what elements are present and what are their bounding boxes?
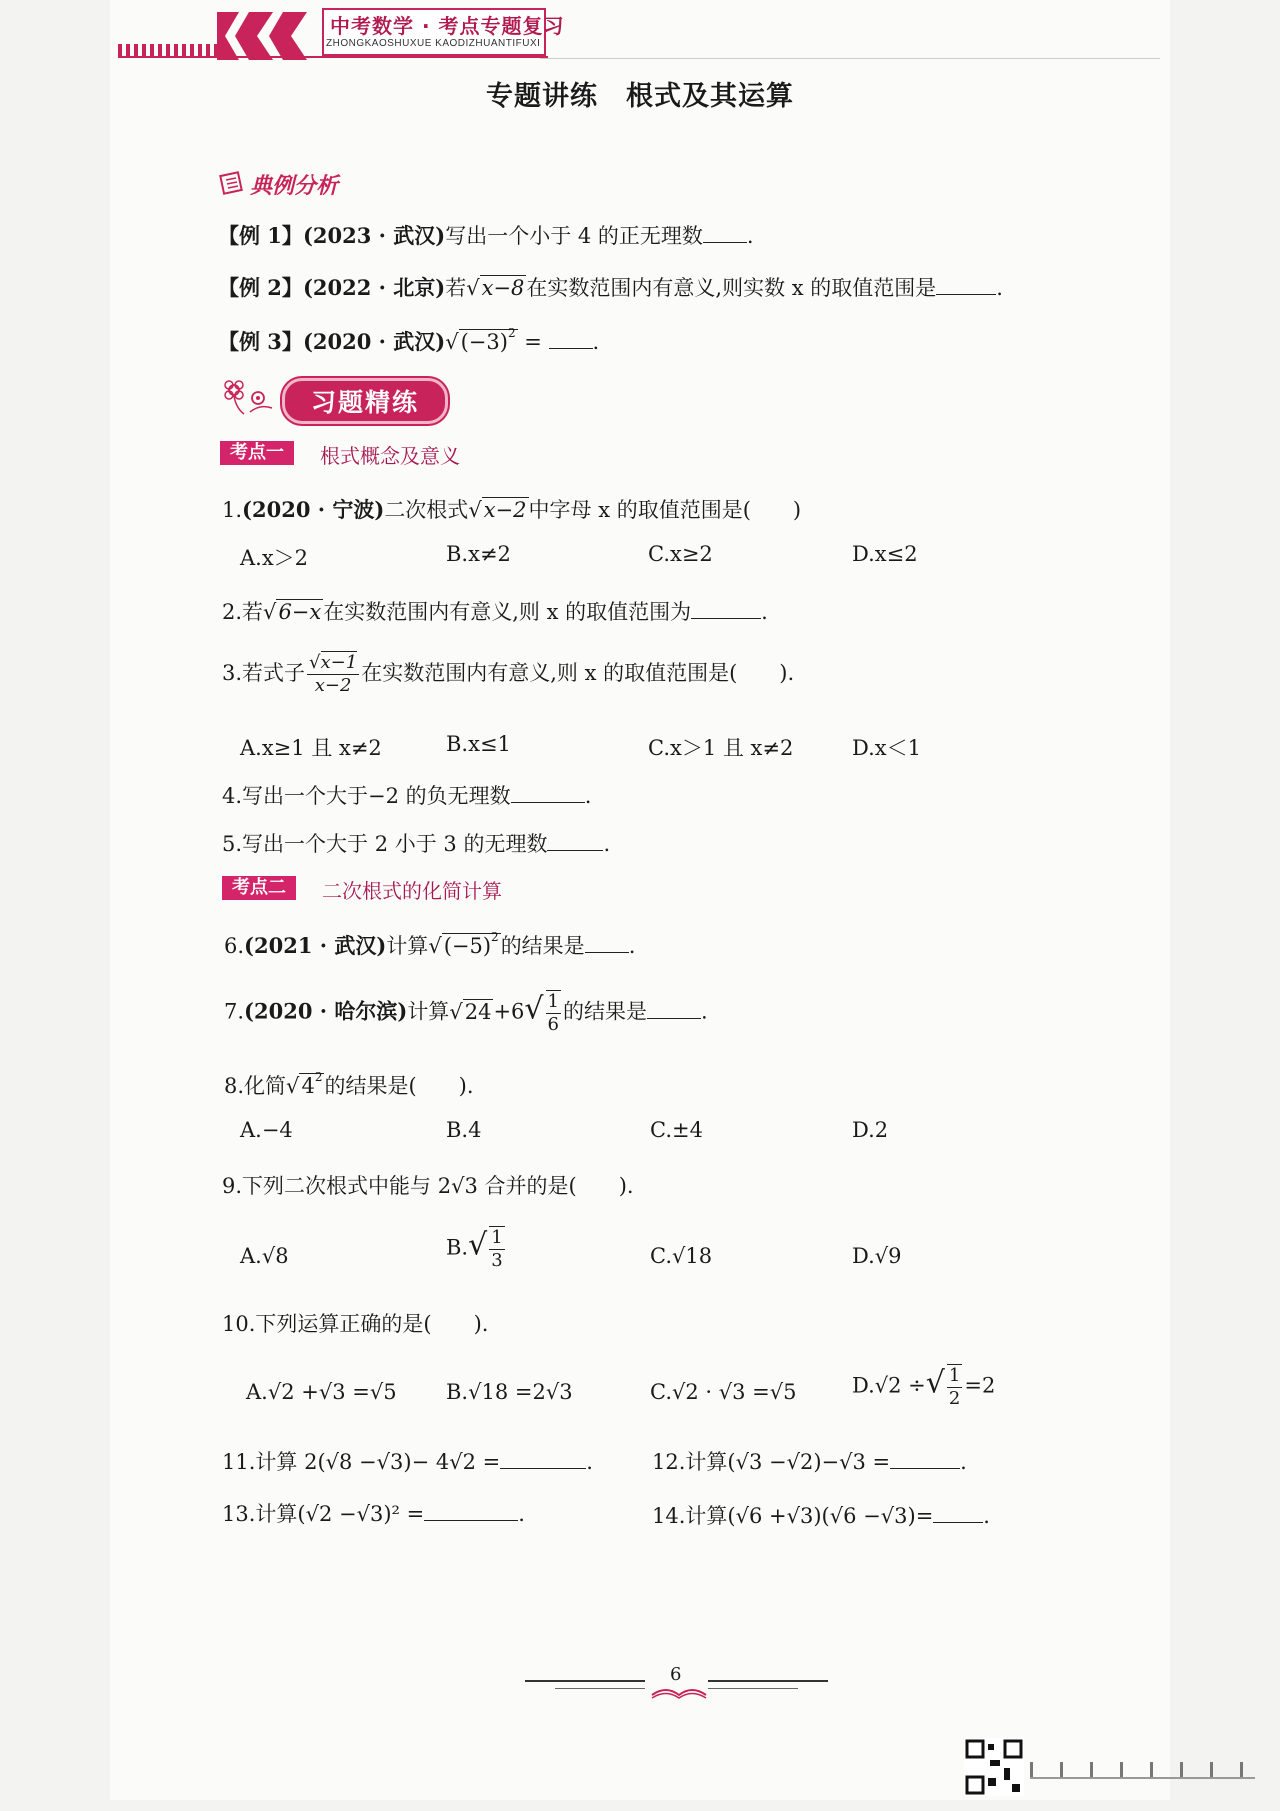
sqrt-expression: √24 — [449, 999, 492, 1024]
answer-blank — [585, 934, 629, 953]
question-2: 2.若√6−x在实数范围内有意义,则 x 的取值范围为 . — [222, 600, 768, 624]
qr-code-icon — [964, 1738, 1024, 1796]
q3-option-c: C.x＞1 且 x≠2 — [648, 736, 794, 760]
example-source: (2022 · 北京) — [302, 275, 446, 300]
footer-rule — [708, 1680, 828, 1682]
question-8: 8.化简$√4^2$的结果是( ). — [224, 1070, 474, 1098]
question-14: 14.计算(√6 +√3)(√6 −√3)= . — [652, 1504, 990, 1528]
footer-rule — [525, 1680, 645, 1682]
answer-blank — [890, 1450, 960, 1469]
practice-section-title: 习题精练 — [310, 388, 419, 417]
q9-option-d: D.√9 — [852, 1244, 902, 1268]
q3-option-a: A.x≥1 且 x≠2 — [240, 736, 382, 760]
q9-option-c: C.√18 — [650, 1244, 713, 1268]
sqrt-expression: $√(-3)^2$ — [445, 326, 516, 354]
header-rule-thin — [540, 58, 1160, 59]
example-label: 【例 3】 — [218, 329, 303, 354]
footer-barcode — [1030, 1760, 1260, 1780]
fraction: $\frac{√x-1}{x-2}$ — [309, 652, 358, 696]
question-4: 4.写出一个大于−2 的负无理数 . — [222, 784, 592, 808]
q10-option-d: D.√2 ÷√ $\frac{1}{2}$ =2 — [852, 1365, 996, 1409]
answer-blank — [511, 784, 585, 803]
footer-rule-thin — [555, 1688, 645, 1689]
question-13: 13.计算(√2 −√3)² = . — [222, 1502, 525, 1526]
series-title: 中考数学 · 考点专题复习 — [330, 14, 565, 38]
page-sheet — [110, 0, 1170, 1800]
answer-blank — [500, 1450, 586, 1469]
q10-option-b: B.√18 =2√3 — [446, 1380, 573, 1404]
answer-blank — [647, 1000, 701, 1019]
q10-option-c: C.√2 · √3 =√5 — [650, 1380, 797, 1404]
q3-option-b: B.x≤1 — [446, 732, 511, 756]
question-7: 7.(2020 · 哈尔滨)计算√24+6√ $\frac{1}{6}$ 的结果是 . — [224, 991, 708, 1035]
answer-blank — [936, 276, 996, 295]
example-source: (2023 · 武汉) — [302, 223, 446, 248]
example-1: 【例 1】(2023 · 武汉)写出一个小于 4 的正无理数 . — [218, 223, 754, 248]
keypoint-2-label: 考点二 — [232, 877, 286, 898]
answer-blank — [547, 832, 603, 851]
footer-rule-thin — [708, 1688, 798, 1689]
question-12: 12.计算(√3 −√2)−√3 = . — [652, 1450, 967, 1474]
question-6: 6.(2021 · 武汉)计算$√(-5)^2$的结果是 . — [224, 930, 636, 958]
header-rule — [118, 56, 548, 58]
q8-option-a: A.−4 — [240, 1118, 293, 1142]
question-9: 9.下列二次根式中能与 2√3 合并的是( ). — [222, 1174, 634, 1198]
sqrt-expression: √x−2 — [468, 498, 527, 522]
q9-option-b: B.√ $\frac{1}{3}$ — [446, 1227, 503, 1271]
sqrt-expression: $√(-5)^2$ — [428, 930, 499, 958]
example-2: 【例 2】(2022 · 北京)若√x−8在实数范围内有意义,则实数 x 的取值范围是 . — [218, 275, 1003, 300]
sqrt-expression: √x−8 — [466, 276, 525, 300]
page-title: 专题讲练 根式及其运算 — [486, 81, 794, 112]
question-3: 3.若式子 $\frac{√x-1}{x-2}$ 在实数范围内有意义,则 x 的取值范围是( ). — [222, 652, 795, 696]
answer-blank — [549, 330, 593, 349]
notebook-icon — [218, 168, 246, 196]
answer-blank — [424, 1502, 518, 1521]
example-label: 【例 2】 — [218, 275, 303, 300]
fraction: $\frac{1}{6}$ — [547, 991, 559, 1035]
sqrt-expression: √6−x — [263, 600, 322, 624]
page-number: 6 — [670, 1664, 682, 1685]
example-3: 【例 3】(2020 · 武汉)$√(-3)^2$ = . — [218, 326, 600, 354]
answer-blank — [703, 224, 747, 243]
q1-option-a: A.x＞2 — [240, 546, 309, 570]
example-section-title: 典例分析 — [250, 174, 339, 199]
series-pinyin: ZHONGKAOSHUXUE KAODIZHUANTIFUXI — [326, 38, 541, 49]
answer-blank — [933, 1504, 983, 1523]
example-label: 【例 1】 — [218, 223, 303, 248]
question-1: 1.(2020 · 宁波)二次根式√x−2中字母 x 的取值范围是( ) — [222, 497, 802, 522]
q1-option-c: C.x≥2 — [648, 542, 713, 566]
example-text: 写出一个小于 4 的正无理数 — [445, 224, 703, 248]
example-text: 在实数范围内有意义,则实数 x 的取值范围是 — [526, 276, 937, 300]
question-5: 5.写出一个大于 2 小于 3 的无理数 . — [222, 832, 611, 856]
q8-option-d: D.2 — [852, 1118, 889, 1142]
keypoint-1-label: 考点一 — [230, 442, 284, 463]
header-stripes — [118, 44, 218, 56]
q3-option-d: D.x＜1 — [852, 736, 921, 760]
flower-icon — [220, 374, 280, 418]
q8-option-b: B.4 — [446, 1118, 482, 1142]
answer-blank — [691, 600, 761, 619]
keypoint-1-title: 根式概念及意义 — [320, 444, 460, 468]
example-source: (2020 · 武汉) — [302, 329, 446, 354]
keypoint-2-title: 二次根式的化简计算 — [322, 879, 502, 903]
sqrt-expression: $√4^2$ — [286, 1070, 323, 1098]
q1-option-d: D.x≤2 — [852, 542, 918, 566]
q1-option-b: B.x≠2 — [446, 542, 511, 566]
q8-option-c: C.±4 — [650, 1118, 703, 1142]
question-10: 10.下列运算正确的是( ). — [222, 1312, 489, 1336]
q10-option-a: A.√2 +√3 =√5 — [246, 1380, 397, 1404]
question-11: 11.计算 2(√8 −√3)− 4√2 = . — [222, 1450, 593, 1474]
q9-option-a: A.√8 — [240, 1244, 289, 1268]
